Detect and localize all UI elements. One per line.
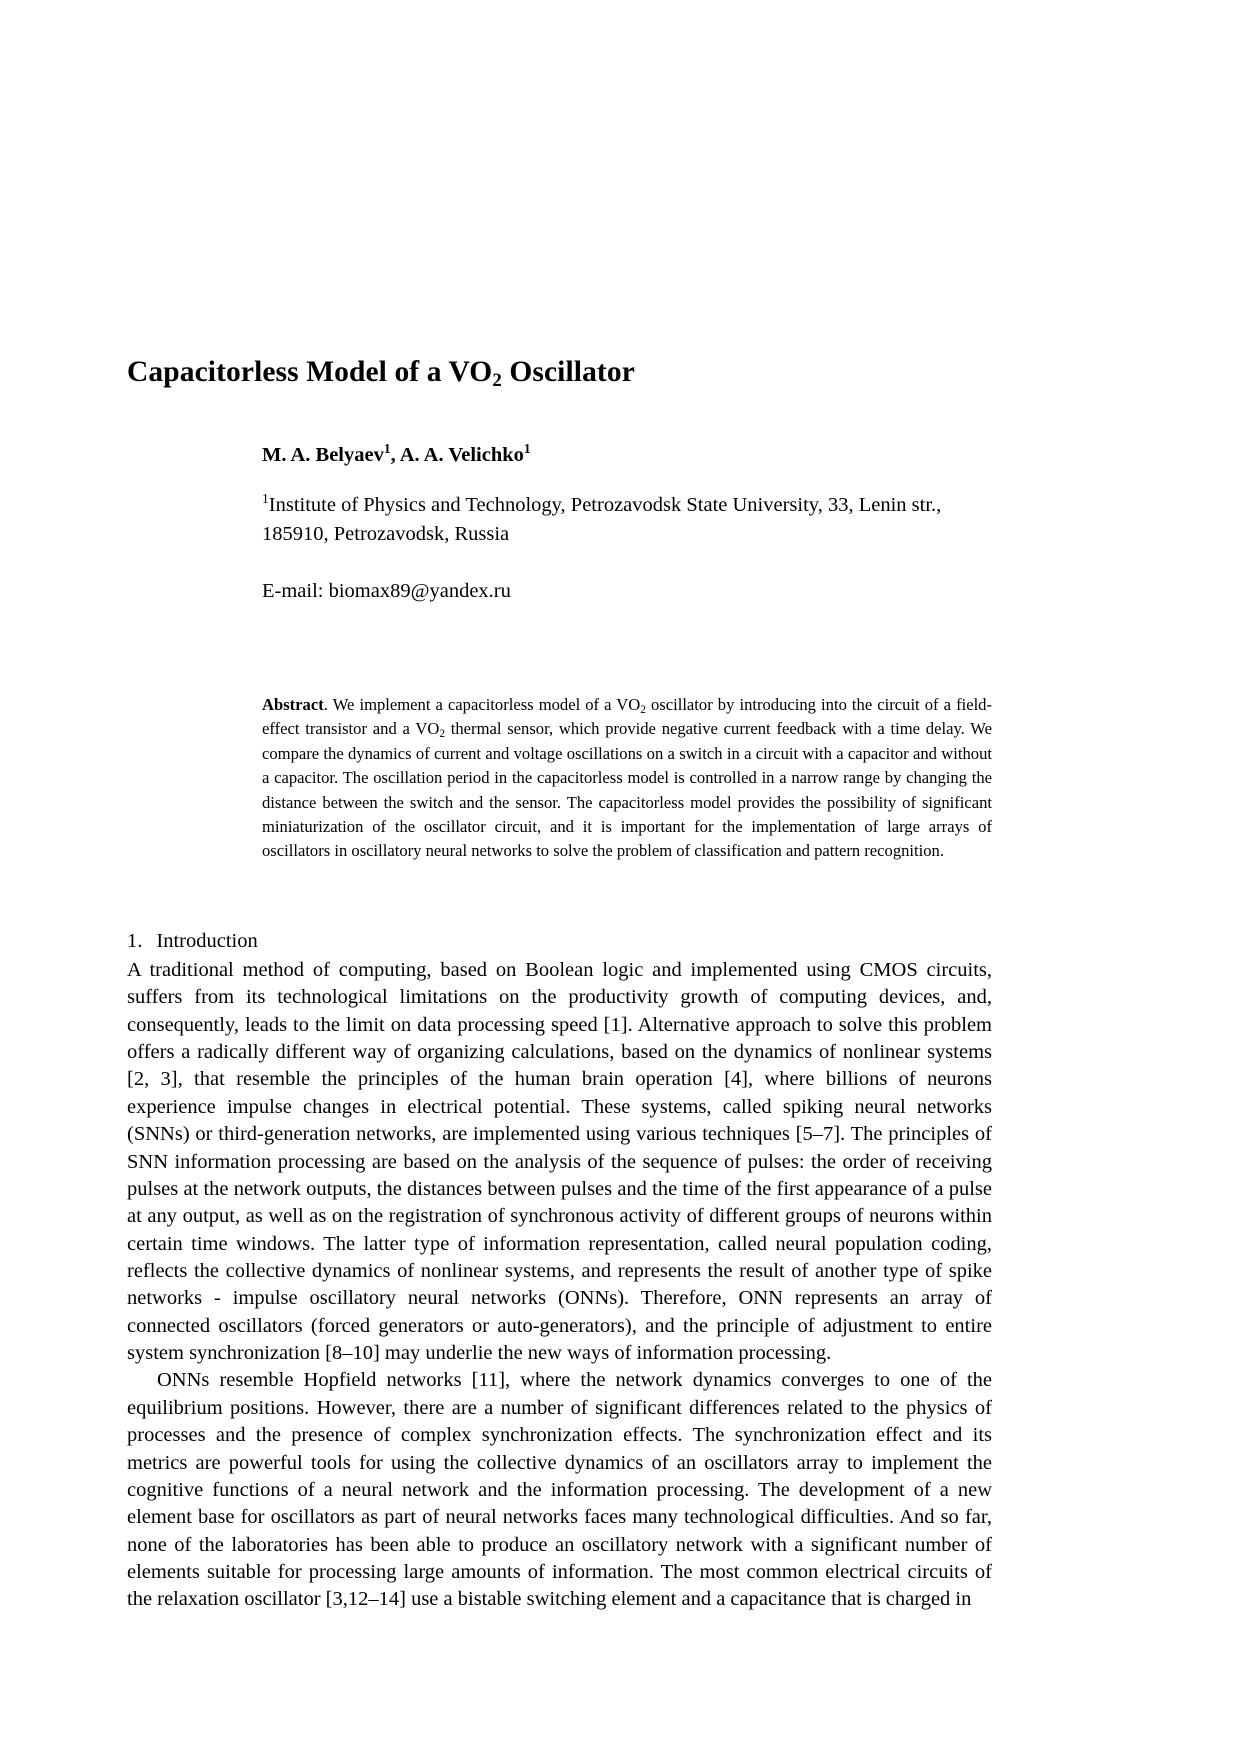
abstract-part-2: oscillator by introducing into the circuit of a field-effect transistor and a VO [262, 695, 993, 739]
author-name-1: M. A. Belyaev [262, 444, 384, 466]
abstract-subscript-2: 2 [439, 728, 445, 741]
section-heading-introduction [127, 928, 992, 955]
author-list [262, 443, 992, 469]
affiliation-body: Institute of Physics and Technology, Petrozavodsk State University, 33, Lenin str., 185910, Petrozavodsk, Russia [262, 493, 942, 545]
author-affiliation-marker-1: 1 [383, 441, 391, 457]
email-address[interactable]: biomax89@yandex.ru [328, 579, 511, 602]
abstract-label: Abstract [262, 695, 324, 714]
body-block [127, 928, 992, 1614]
abstract-block [262, 693, 992, 864]
author-separator: , [390, 444, 400, 466]
section-title: Introduction [156, 930, 258, 952]
abstract-part-3: thermal sensor, which provide negative current feedback with a time delay. We compare the dynamics of current and voltage oscillations on a switch in a circuit with a capacitor and without a capacitor. The oscillation period in the capacitorless model is controlled in a narrow range by changing the distance between the switch and the sensor. The capacitorless model provides the possibility of significant miniaturization of the oscillator circuit, and it is important for the implementation of large arrays of oscillators in oscillatory neural networks to solve the problem of classification and pattern recognition. [262, 719, 992, 861]
paragraph-intro-1: A traditional method of computing, based on Boolean logic and implemented using CMOS circuits, suffers from its technological limitations on the productivity growth of computing devices, and, consequently, leads to the limit on data processing speed [1]. Alternative approach to solve this problem offers a radically different way of organizing calculations, based on the dynamics of nonlinear systems [2, 3], that resemble the principles of the human brain operation [4], where billions of neurons experience impulse changes in electrical potential. These systems, called spiking neural networks (SNNs) or third-generation networks, are implemented using various techniques [5–7]. The principles of SNN information processing are based on the analysis of the sequence of pulses: the order of receiving pulses at the network outputs, the distances between pulses and the time of the first appearance of a pulse at any output, as well as on the registration of synchronous activity of different groups of neurons within certain time windows. The latter type of information representation, called neural population coding, reflects the collective dynamics of nonlinear systems, and represents the result of another type of spike networks - impulse oscillatory neural networks (ONNs). Therefore, ONN represents an array of connected oscillators (forced generators or auto-generators), and the principle of adjustment to entire system synchronization [8–10] may underlie the new ways of information processing. [127, 959, 992, 1365]
author-name-2: A. A. Velichko [399, 444, 524, 466]
page-title [127, 355, 1117, 390]
paragraph-intro-2: ONNs resemble Hopfield networks [11], where the network dynamics converges to one of the equilibrium positions. However, there are a number of significant differences related to the physics of processes and the presence of complex synchronization effects. The synchronization effect and its metrics are powerful tools for using the collective dynamics of an oscillators array to implement the cognitive functions of a neural network and the information processing. The development of a new element base for oscillators as part of neural networks faces many technological difficulties. And so far, none of the laboratories has been able to produce an oscillatory network with a significant number of elements suitable for processing large amounts of information. The most common electrical circuits of the relaxation oscillator [3,12–14] use a bistable switching element and a capacitance that is charged in [127, 1369, 992, 1611]
abstract-part-1: We implement a capacitorless model of a VO [332, 695, 641, 714]
title-subscript: 2 [492, 369, 502, 391]
abstract-text [262, 693, 992, 864]
section-number: 1. [127, 930, 143, 952]
affiliation-marker: 1 [262, 490, 269, 506]
title-block [127, 355, 1117, 390]
abstract-label-suffix: . [323, 695, 333, 714]
author-meta-block [262, 443, 992, 606]
abstract-subscript-1: 2 [640, 704, 646, 717]
email-line [262, 577, 992, 606]
title-text-before: Capacitorless Model of a VO [127, 356, 493, 388]
author-affiliation-marker-2: 1 [523, 441, 531, 457]
email-label: E-mail: [262, 579, 329, 602]
affiliation-text [262, 491, 992, 549]
title-text-after: Oscillator [501, 356, 635, 388]
